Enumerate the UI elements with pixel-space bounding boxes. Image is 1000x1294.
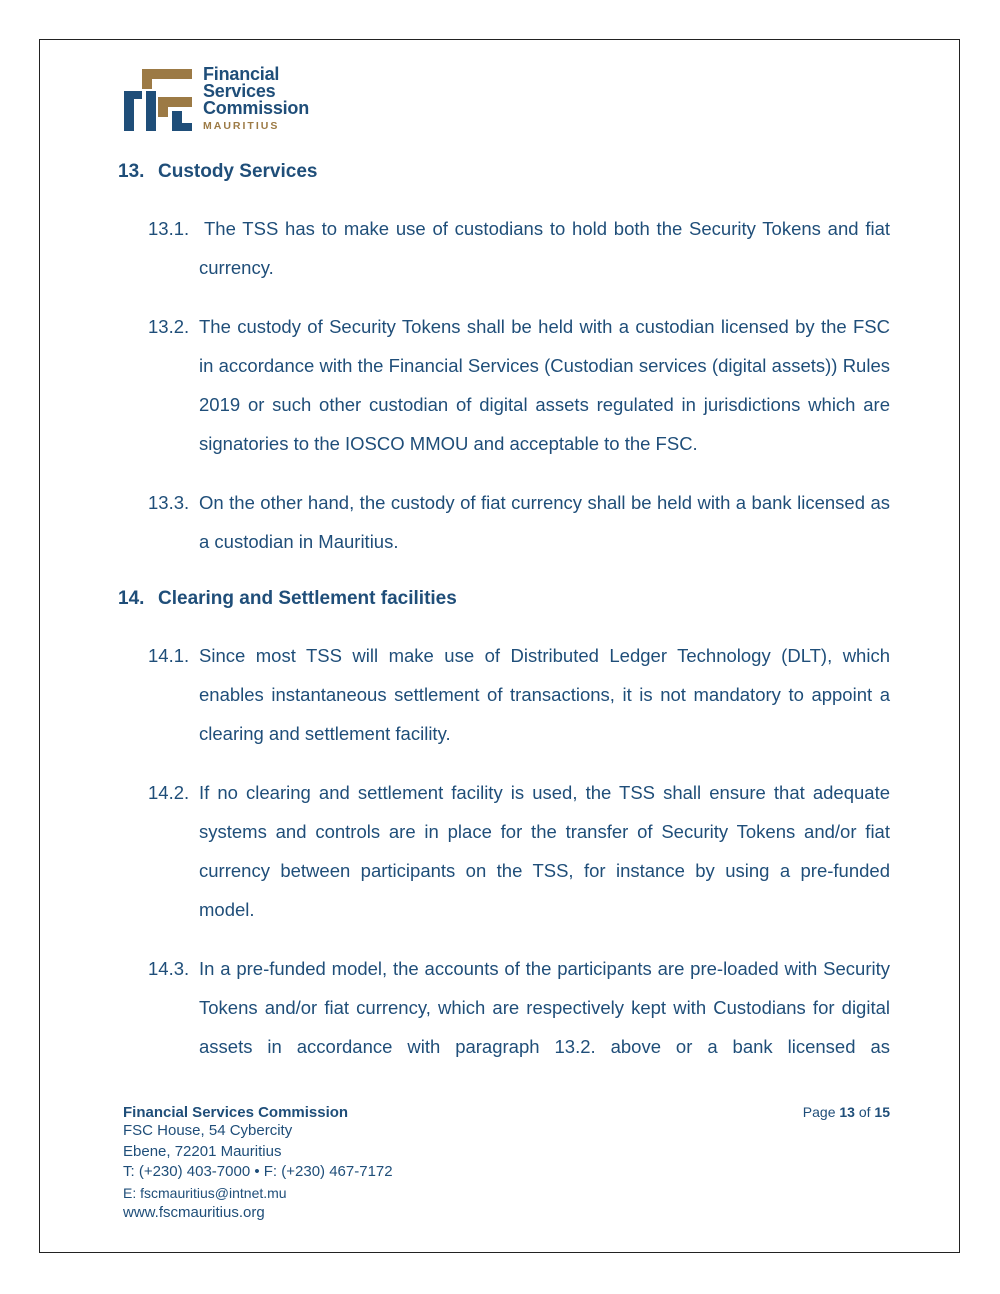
paragraph-number: 13.3. [148,492,190,513]
footer-email[interactable]: E: fscmauritius@intnet.mu [123,1184,287,1201]
logo-text-services: Services [203,81,276,101]
page-of: of [858,1104,871,1120]
paragraph-13-3 [148,483,890,561]
footer-address-line-1: FSC House, 54 Cybercity [123,1122,293,1139]
section-title: Custody Services [158,161,318,182]
logo-text-financial: Financial [203,64,280,84]
page-footer [123,1104,890,1224]
paragraph-14-1 [148,636,890,753]
paragraph-text: Since most TSS will make use of Distributed Ledger Technology (DLT), which enables instantaneous settlement of transactions, it is not mandatory to appoint a clearing and settlement facility. [199,645,890,744]
paragraph-13-1 [148,209,890,287]
paragraph-14-3 [148,949,890,1066]
footer-org-name: Financial Services Commission [123,1104,349,1121]
document-body [118,152,890,1066]
page-current: 13 [839,1104,855,1120]
paragraph-text: On the other hand, the custody of fiat currency shall be held with a bank licensed as a custodian in Mauritius. [199,492,890,552]
footer-phone: T: (+230) 403-7000 • F: (+230) 467-7172 [123,1163,393,1180]
paragraph-number: 13.2. [148,316,190,337]
paragraph-number: 14.2. [148,782,190,803]
paragraph-text: The TSS has to make use of custodians to hold both the Security Tokens and fiat currency. [199,218,890,278]
section-title: Clearing and Settlement facilities [158,588,457,609]
footer-website[interactable]: www.fscmauritius.org [123,1204,265,1221]
section-number: 14. [118,588,145,609]
paragraph-number: 14.1. [148,645,190,666]
page-label: Page [802,1104,836,1120]
page-number [803,1104,890,1120]
paragraph-number: 14.3. [148,958,190,979]
paragraph-number: 13.1. [148,218,190,239]
logo-text-commission: Commission [203,98,310,118]
paragraph-text: If no clearing and settlement facility is used, the TSS shall ensure that adequate systems and controls are in place for the transfer of Security Tokens and/or fiat currency between participants on the TSS, for instance by using a pre-funded model. [199,782,890,920]
fsc-logo [124,66,339,138]
page-total: 15 [874,1104,890,1120]
paragraph-14-2 [148,773,890,929]
paragraph-13-2 [148,307,890,463]
section-heading-14 [118,579,890,618]
paragraph-text: The custody of Security Tokens shall be held with a custodian licensed by the FSC in accordance with the Financial Services (Custodian services (digital assets)) Rules 2019 or such other custodian of digital assets regulated in jurisdictions which are signatories to the IOSCO MMOU and acceptable to the FSC. [199,316,890,454]
section-number: 13. [118,161,145,182]
paragraph-text: In a pre-funded model, the accounts of the participants are pre-loaded with Security Tokens and/or fiat currency, which are respectively kept with Custodians for digital assets in accordance with paragraph 13.2. above or a bank licensed as [199,958,890,1057]
footer-address-line-2: Ebene, 72201 Mauritius [123,1142,282,1160]
fsc-logo-mark-icon [124,69,194,135]
logo-text-mauritius: MAURITIUS [203,120,280,132]
section-heading-13 [118,152,890,191]
